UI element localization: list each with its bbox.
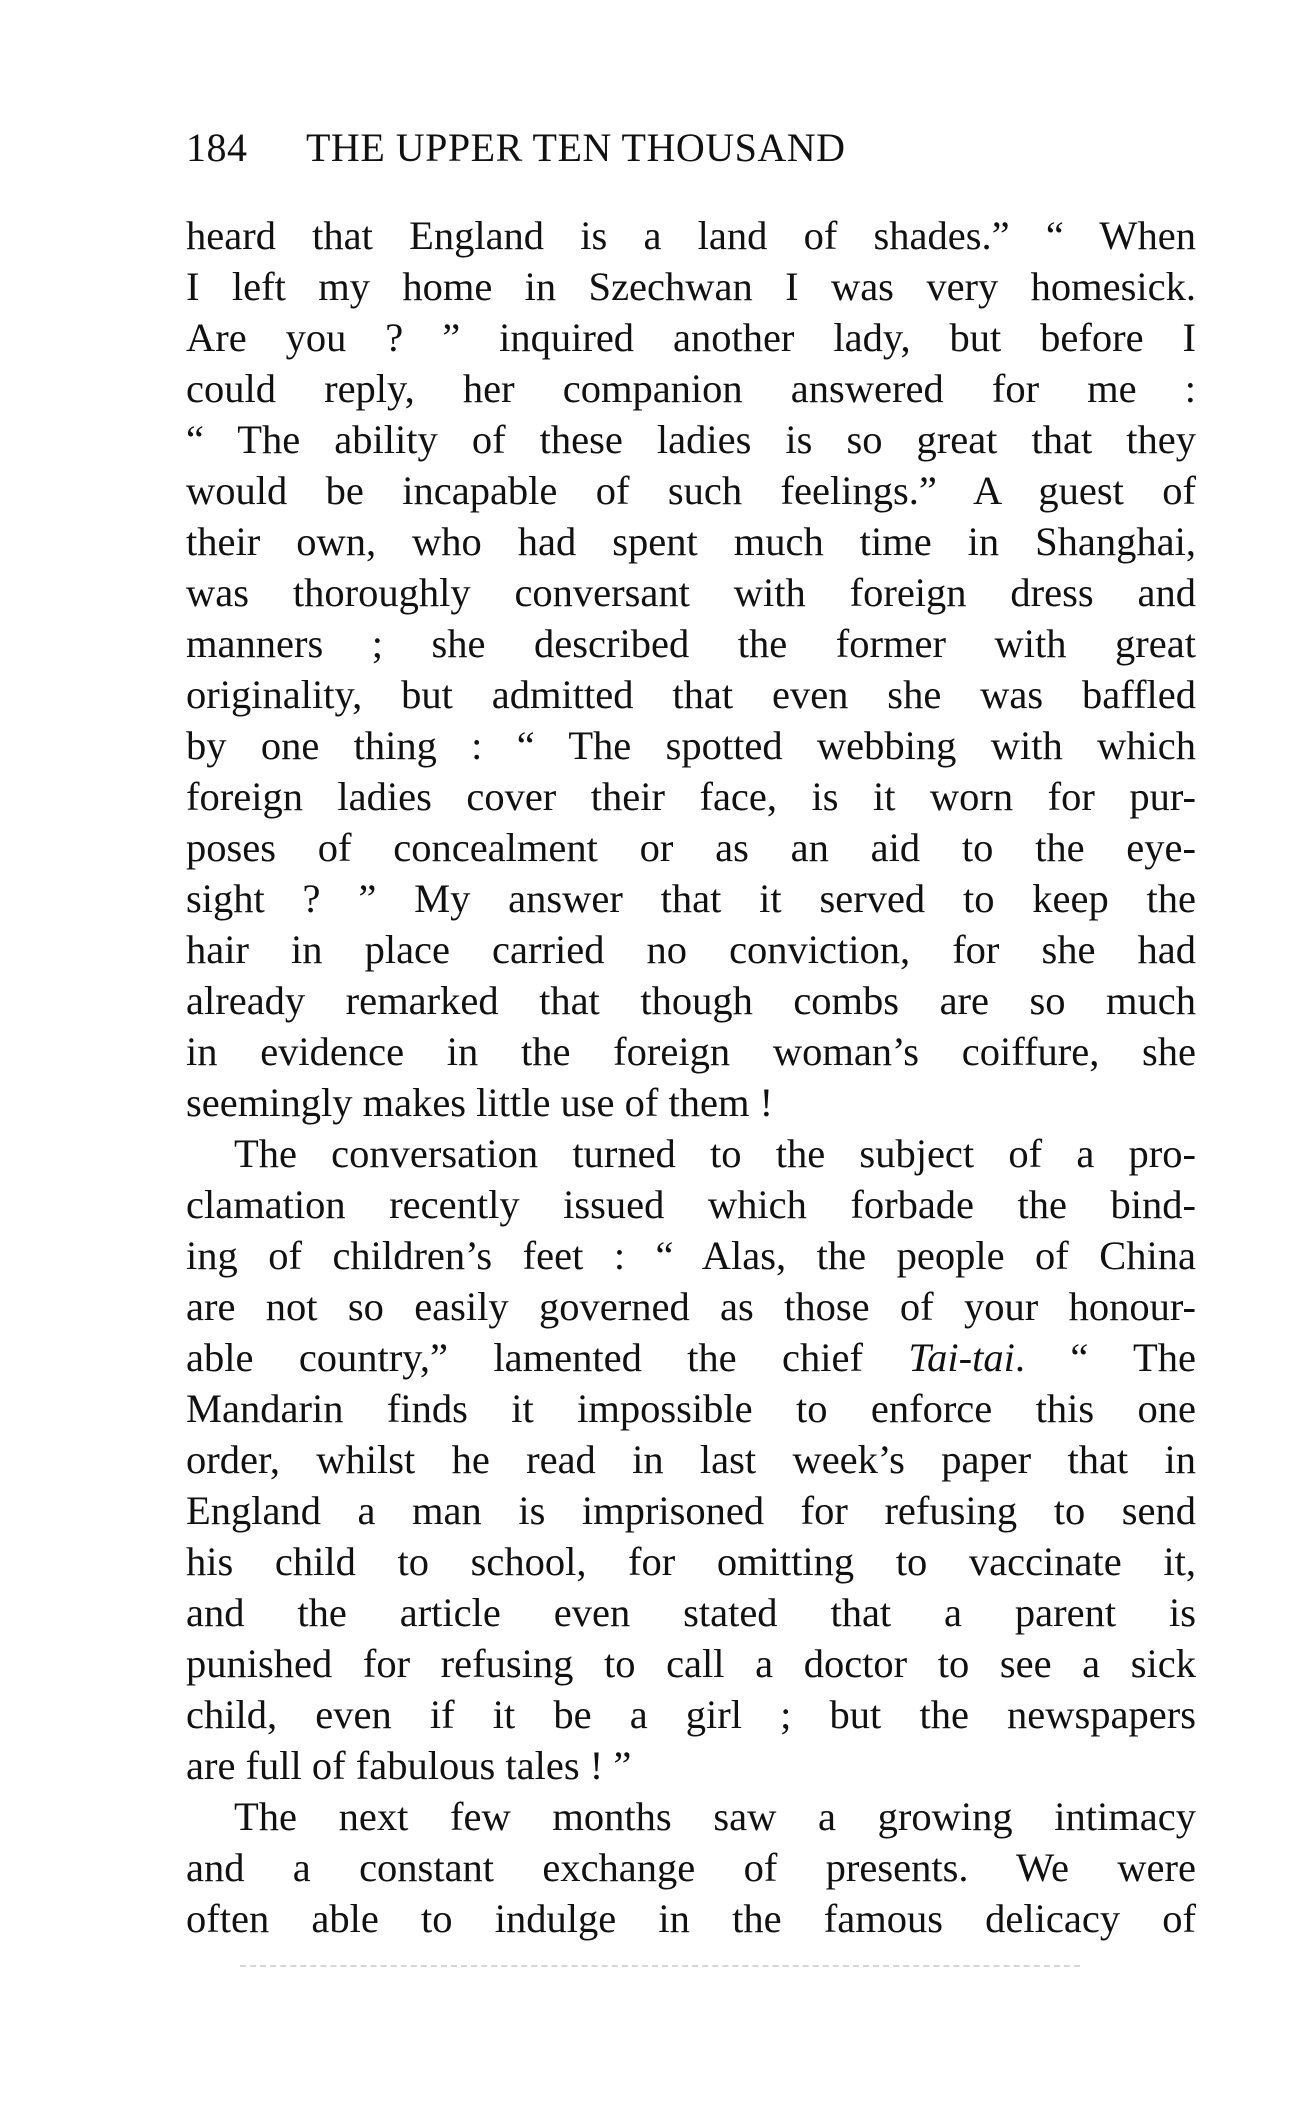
text-line: hair in place carried no conviction, for she had: [186, 927, 1196, 972]
text-line: “ The ability of these ladies is so great that they: [186, 417, 1196, 462]
text-line: and a constant exchange of presents. We were: [186, 1845, 1196, 1890]
text-line: manners ; she described the former with great: [186, 621, 1196, 666]
text-line: often able to indulge in the famous delicacy of: [186, 1896, 1196, 1941]
text-line: child, even if it be a girl ; but the newspapers: [186, 1692, 1196, 1737]
text-line: order, whilst he read in last week’s paper that in: [186, 1437, 1196, 1482]
text-line: would be incapable of such feelings.” A guest of: [186, 468, 1196, 513]
italic-term: Tai-tai: [908, 1335, 1015, 1380]
text-line: poses of concealment or as an aid to the eye-: [186, 825, 1196, 870]
text-line: already remarked that though combs are so much: [186, 978, 1196, 1023]
text-line: and the article even stated that a parent is: [186, 1590, 1196, 1635]
page-number: 184: [186, 125, 248, 170]
text-line: Mandarin finds it impossible to enforce this one: [186, 1386, 1196, 1431]
text-line: I left my home in Szechwan I was very homesick.: [186, 264, 1196, 309]
paragraph-end-line: are full of fabulous tales ! ”: [186, 1743, 632, 1788]
text-line: could reply, her companion answered for me :: [186, 366, 1196, 411]
text-line: sight ? ” My answer that it served to keep the: [186, 876, 1196, 921]
running-head: [186, 118, 1046, 178]
paragraph-end-line: seemingly makes little use of them !: [186, 1080, 774, 1125]
text-line: originality, but admitted that even she was baffled: [186, 672, 1196, 717]
body-text: [186, 210, 1196, 1944]
text-line: by one thing : “ The spotted webbing with which: [186, 723, 1196, 768]
text-line: punished for refusing to call a doctor to see a sick: [186, 1641, 1196, 1686]
text-line: their own, who had spent much time in Shanghai,: [186, 519, 1196, 564]
text-line: England a man is imprisoned for refusing to send: [186, 1488, 1196, 1533]
book-title: THE UPPER TEN THOUSAND: [306, 125, 846, 170]
scan-artifact-line: [240, 1965, 1080, 1967]
text-line: foreign ladies cover their face, is it worn for pur-: [186, 774, 1196, 819]
text-line: his child to school, for omitting to vaccinate it,: [186, 1539, 1196, 1584]
text-line: Are you ? ” inquired another lady, but before I: [186, 315, 1196, 360]
paragraph-start-line: The conversation turned to the subject of a pro-: [234, 1131, 1196, 1176]
text-line: are not so easily governed as those of your honour-: [186, 1284, 1196, 1329]
paragraph-start-line: The next few months saw a growing intimacy: [234, 1794, 1196, 1839]
text-line: was thoroughly conversant with foreign dress and: [186, 570, 1196, 615]
text-line: ing of children’s feet : “ Alas, the people of China: [186, 1233, 1196, 1278]
text-line: clamation recently issued which forbade the bind-: [186, 1182, 1196, 1227]
text-line: able country,” lamented the chief Tai-tai. “ The: [186, 1335, 1196, 1380]
text-line: heard that England is a land of shades.” “ When: [186, 213, 1196, 258]
text-line: in evidence in the foreign woman’s coiffure, she: [186, 1029, 1196, 1074]
